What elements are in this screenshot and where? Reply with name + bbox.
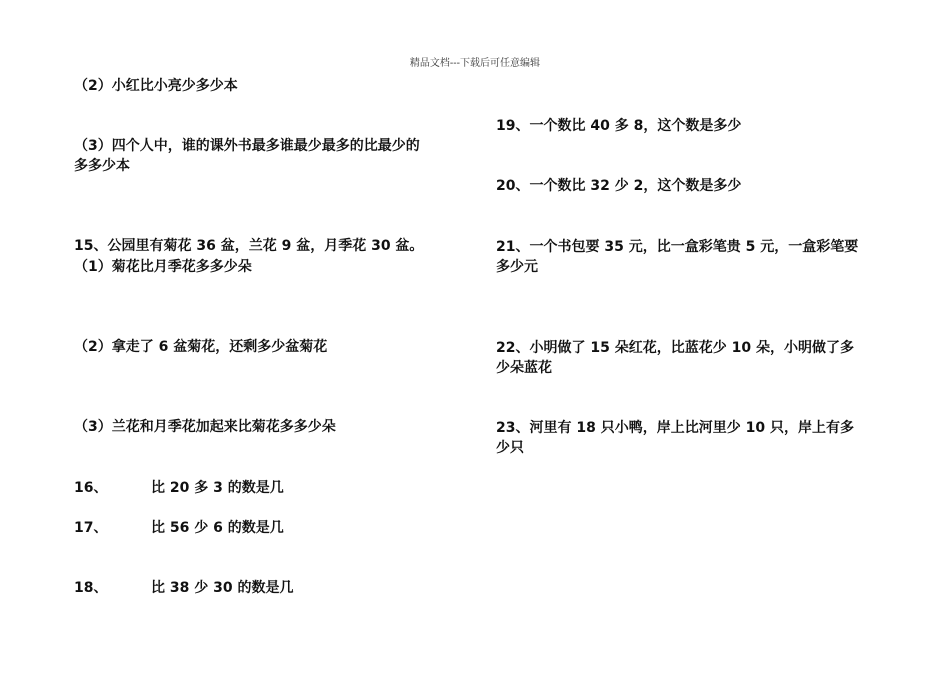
question-21-line1: 21、一个书包要 35 元，比一盒彩笔贵 5 元，一盒彩笔要	[496, 239, 859, 255]
question-14-part-2: （2）小红比小亮少多少本	[74, 78, 238, 94]
question-14-part-3-line1: （3）四个人中，谁的课外书最多谁最少最多的比最少的	[74, 138, 420, 154]
question-18-number: 18、	[74, 580, 108, 596]
question-22-line1: 22、小明做了 15 朵红花，比蓝花少 10 朵，小明做了多	[496, 340, 854, 356]
question-22-line2: 少朵蓝花	[496, 360, 552, 376]
question-17-number: 17、	[74, 520, 108, 536]
question-15-part-2: （2）拿走了 6 盆菊花，还剩多少盆菊花	[74, 339, 328, 355]
question-18-text: 比 38 少 30 的数是几	[151, 580, 294, 596]
question-17-text: 比 56 少 6 的数是几	[151, 520, 284, 536]
question-19: 19、一个数比 40 多 8，这个数是多少	[496, 118, 742, 134]
question-20: 20、一个数比 32 少 2，这个数是多少	[496, 178, 742, 194]
question-14-part-3-line2: 多多少本	[74, 158, 130, 174]
question-16-text: 比 20 多 3 的数是几	[151, 480, 284, 496]
page-header: 精品文档---下载后可任意编辑	[409, 58, 541, 69]
question-23-line1: 23、河里有 18 只小鸭，岸上比河里少 10 只，岸上有多	[496, 420, 854, 436]
question-15-stem: 15、公园里有菊花 36 盆，兰花 9 盆，月季花 30 盆。	[74, 238, 424, 254]
question-15-part-3: （3）兰花和月季花加起来比菊花多多少朵	[74, 419, 336, 435]
question-21-line2: 多少元	[496, 259, 538, 275]
question-15-part-1: （1）菊花比月季花多多少朵	[74, 259, 252, 275]
question-16-number: 16、	[74, 480, 108, 496]
question-23-line2: 少只	[496, 440, 524, 456]
